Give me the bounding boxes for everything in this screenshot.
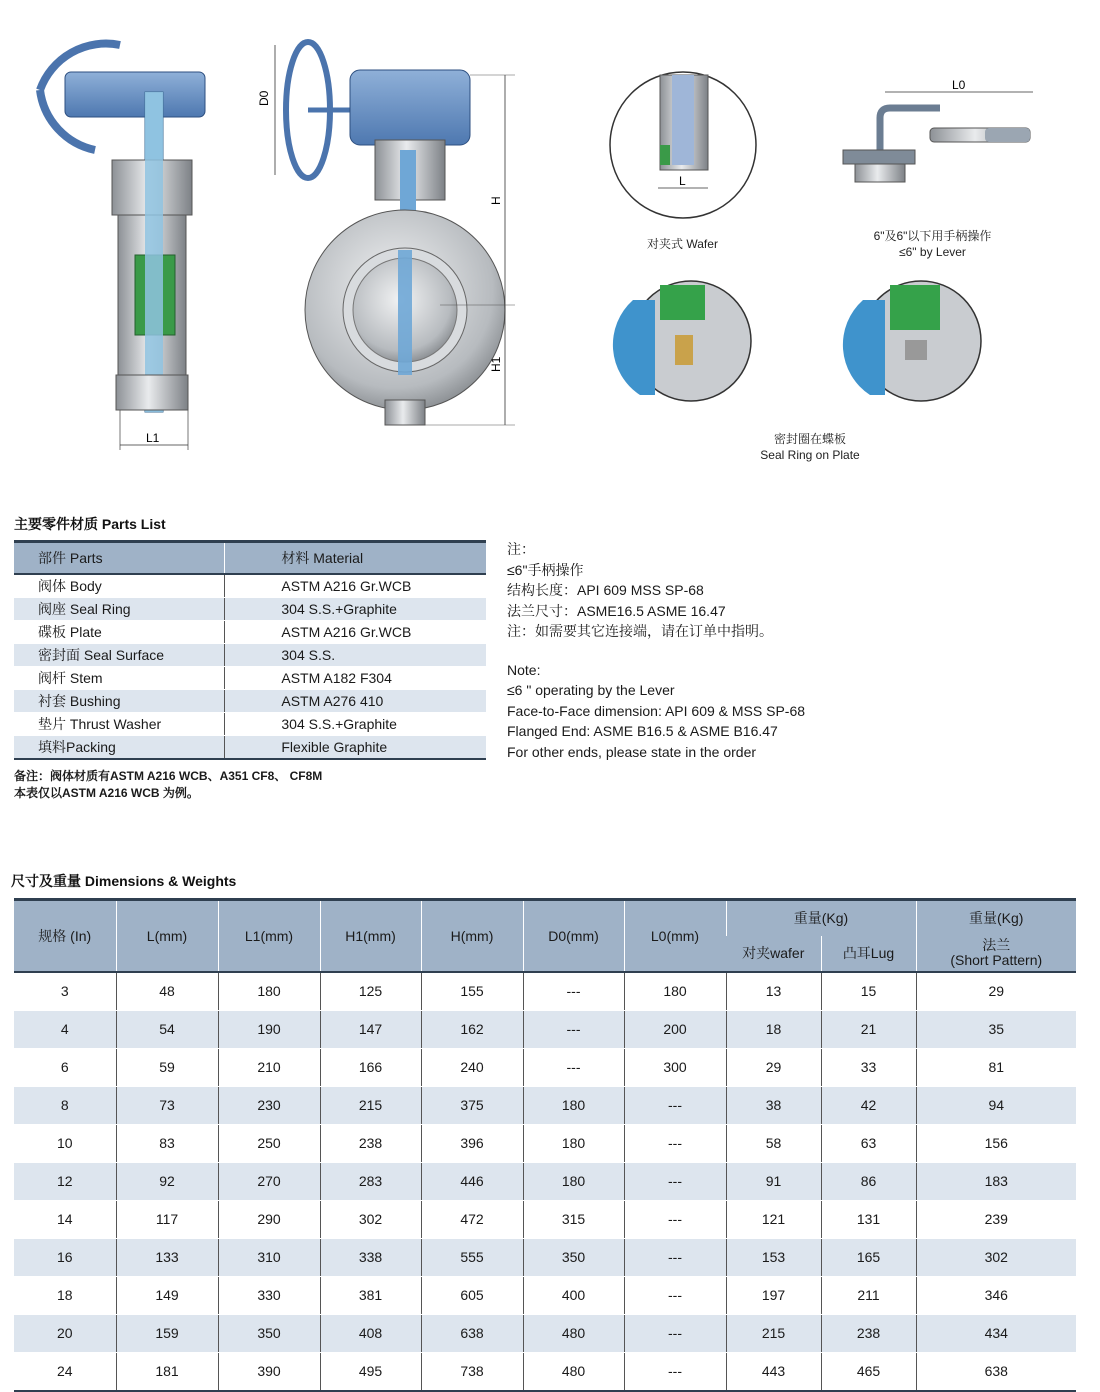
header-H1: H1(mm) — [320, 900, 421, 972]
cell-H1: 302 — [320, 1200, 421, 1238]
part-material: 304 S.S.+Graphite — [225, 598, 486, 621]
cell-L1: 180 — [218, 972, 320, 1011]
cell-L0: --- — [624, 1276, 726, 1314]
seal-detail-right-drawing — [843, 281, 981, 401]
header-H: H(mm) — [421, 900, 523, 972]
cell-H1: 125 — [320, 972, 421, 1011]
cell-size: 20 — [14, 1314, 116, 1352]
cell-D0: 480 — [523, 1314, 624, 1352]
cell-size: 4 — [14, 1010, 116, 1048]
table-row — [14, 1314, 1076, 1352]
part-name: 密封面 Seal Surface — [14, 644, 225, 667]
note-en-1: Note: — [507, 661, 541, 678]
cell-H1: 283 — [320, 1162, 421, 1200]
cell-L0: --- — [624, 1314, 726, 1352]
cell-D0: 180 — [523, 1124, 624, 1162]
parts-header-material: 材料 Material — [225, 542, 486, 575]
cell-H: 240 — [421, 1048, 523, 1086]
cell-H: 396 — [421, 1124, 523, 1162]
cell-L0: --- — [624, 1086, 726, 1124]
dim-L0-label: L0 — [952, 78, 966, 92]
header-size: 规格 (In) — [14, 900, 116, 972]
parts-remarks — [14, 768, 322, 802]
cell-L: 159 — [116, 1314, 218, 1352]
cell-size: 3 — [14, 972, 116, 1011]
header-weight: 重量(Kg) — [726, 900, 916, 936]
cell-H1: 381 — [320, 1276, 421, 1314]
cell-D0: --- — [523, 1010, 624, 1048]
part-name: 阀体 Body — [14, 574, 225, 598]
cell-flange-weight: 302 — [916, 1238, 1076, 1276]
cell-H: 555 — [421, 1238, 523, 1276]
cell-lug-weight: 238 — [821, 1314, 916, 1352]
cell-lug-weight: 86 — [821, 1162, 916, 1200]
part-name: 衬套 Bushing — [14, 690, 225, 713]
cell-H: 162 — [421, 1010, 523, 1048]
cell-L0: --- — [624, 1238, 726, 1276]
cell-size: 24 — [14, 1352, 116, 1391]
header-weight-flange: 重量(Kg) — [916, 900, 1076, 936]
cell-lug-weight: 465 — [821, 1352, 916, 1391]
cell-L: 92 — [116, 1162, 218, 1200]
table-row — [14, 1238, 1076, 1276]
cell-flange-weight: 156 — [916, 1124, 1076, 1162]
cell-L1: 230 — [218, 1086, 320, 1124]
cell-wafer-weight: 91 — [726, 1162, 821, 1200]
dim-L1-label: L1 — [146, 431, 160, 445]
lever-detail-drawing — [843, 92, 1033, 182]
cell-H1: 495 — [320, 1352, 421, 1391]
table-row — [14, 736, 486, 760]
cell-lug-weight: 42 — [821, 1086, 916, 1124]
part-material: Flexible Graphite — [225, 736, 486, 760]
part-name: 垫片 Thrust Washer — [14, 713, 225, 736]
header-L: L(mm) — [116, 900, 218, 972]
cell-flange-weight: 81 — [916, 1048, 1076, 1086]
table-row — [14, 713, 486, 736]
cell-lug-weight: 131 — [821, 1200, 916, 1238]
seal-caption-en: Seal Ring on Plate — [760, 448, 860, 462]
cell-wafer-weight: 13 — [726, 972, 821, 1011]
cell-L: 117 — [116, 1200, 218, 1238]
cell-H: 155 — [421, 972, 523, 1011]
cell-L0: --- — [624, 1200, 726, 1238]
part-material: ASTM A216 Gr.WCB — [225, 621, 486, 644]
part-name: 碟板 Plate — [14, 621, 225, 644]
cell-L0: 180 — [624, 972, 726, 1011]
cell-wafer-weight: 197 — [726, 1276, 821, 1314]
cell-lug-weight: 15 — [821, 972, 916, 1011]
cell-H1: 238 — [320, 1124, 421, 1162]
cell-H1: 166 — [320, 1048, 421, 1086]
cell-D0: 180 — [523, 1162, 624, 1200]
cell-H1: 408 — [320, 1314, 421, 1352]
part-name: 阀座 Seal Ring — [14, 598, 225, 621]
table-row — [14, 667, 486, 690]
lever-caption-cn: 6"及6"以下用手柄操作 — [873, 229, 992, 243]
parts-list-title: 主要零件材质 Parts List — [14, 516, 166, 532]
cell-wafer-weight: 121 — [726, 1200, 821, 1238]
seal-caption-cn: 密封圈在蝶板 — [773, 432, 846, 446]
note-en-3: Face-to-Face dimension: API 609 & MSS SP-68 — [507, 702, 806, 719]
note-en-4: Flanged End: ASME B16.5 & ASME B16.47 — [507, 723, 778, 739]
cell-D0: 315 — [523, 1200, 624, 1238]
cell-lug-weight: 21 — [821, 1010, 916, 1048]
wafer-detail-drawing — [610, 72, 756, 218]
cell-L0: 200 — [624, 1010, 726, 1048]
part-material: ASTM A276 410 — [225, 690, 486, 713]
header-flange-en: (Short Pattern) — [950, 952, 1043, 968]
side-view-drawing — [40, 44, 205, 450]
table-row — [14, 1352, 1076, 1391]
cell-flange-weight: 29 — [916, 972, 1076, 1011]
dim-H1-label: H1 — [489, 356, 503, 372]
cell-L1: 310 — [218, 1238, 320, 1276]
cell-L: 54 — [116, 1010, 218, 1048]
cell-L0: --- — [624, 1124, 726, 1162]
cell-L1: 270 — [218, 1162, 320, 1200]
cell-flange-weight: 183 — [916, 1162, 1076, 1200]
table-row — [14, 1010, 1076, 1048]
cell-L0: 300 — [624, 1048, 726, 1086]
cell-L0: --- — [624, 1162, 726, 1200]
table-row — [14, 574, 486, 598]
cell-wafer-weight: 18 — [726, 1010, 821, 1048]
notes-block — [507, 539, 805, 762]
cell-size: 16 — [14, 1238, 116, 1276]
cell-size: 8 — [14, 1086, 116, 1124]
table-row — [14, 621, 486, 644]
header-flange — [916, 936, 1076, 972]
cell-H: 738 — [421, 1352, 523, 1391]
cell-L1: 250 — [218, 1124, 320, 1162]
table-row — [14, 644, 486, 667]
cell-wafer-weight: 153 — [726, 1238, 821, 1276]
cell-D0: --- — [523, 1048, 624, 1086]
cell-H1: 147 — [320, 1010, 421, 1048]
header-L1: L1(mm) — [218, 900, 320, 972]
seal-detail-left-drawing — [613, 281, 751, 401]
remark-line-1: 备注：阀体材质有ASTM A216 WCB、A351 CF8、 CF8M — [14, 769, 323, 783]
note-cn-1: 注： — [507, 541, 535, 557]
note-cn-3: 结构长度：API 609 MSS SP-68 — [507, 582, 704, 598]
cell-L: 181 — [116, 1352, 218, 1391]
cell-H: 605 — [421, 1276, 523, 1314]
cell-H: 375 — [421, 1086, 523, 1124]
cell-L: 73 — [116, 1086, 218, 1124]
cell-L1: 390 — [218, 1352, 320, 1391]
table-row — [14, 1200, 1076, 1238]
header-D0: D0(mm) — [523, 900, 624, 972]
table-row — [14, 1162, 1076, 1200]
cell-wafer-weight: 38 — [726, 1086, 821, 1124]
parts-table — [14, 540, 486, 760]
cell-L0: --- — [624, 1352, 726, 1391]
note-cn-4: 法兰尺寸：ASME16.5 ASME 16.47 — [507, 602, 726, 619]
cell-size: 10 — [14, 1124, 116, 1162]
note-en-5: For other ends, please state in the order — [507, 743, 757, 760]
note-cn-2: ≤6"手柄操作 — [507, 561, 584, 578]
header-lug: 凸耳Lug — [821, 936, 916, 972]
table-row — [14, 1086, 1076, 1124]
cell-size: 14 — [14, 1200, 116, 1238]
cell-size: 6 — [14, 1048, 116, 1086]
table-row — [14, 1048, 1076, 1086]
note-cn-5: 注：如需要其它连接端，请在订单中指明。 — [507, 623, 773, 639]
cell-lug-weight: 211 — [821, 1276, 916, 1314]
part-material: 304 S.S.+Graphite — [225, 713, 486, 736]
dimensions-title: 尺寸及重量 Dimensions & Weights — [11, 873, 237, 889]
cell-L1: 350 — [218, 1314, 320, 1352]
cell-flange-weight: 35 — [916, 1010, 1076, 1048]
cell-lug-weight: 63 — [821, 1124, 916, 1162]
cell-D0: --- — [523, 972, 624, 1011]
wafer-caption: 对夹式 Wafer — [647, 237, 718, 251]
dimensions-table — [14, 898, 1076, 1392]
cell-H1: 338 — [320, 1238, 421, 1276]
cell-L: 149 — [116, 1276, 218, 1314]
cell-wafer-weight: 443 — [726, 1352, 821, 1391]
cell-D0: 400 — [523, 1276, 624, 1314]
dim-D0-label: D0 — [257, 90, 271, 106]
cell-flange-weight: 94 — [916, 1086, 1076, 1124]
cell-L1: 330 — [218, 1276, 320, 1314]
cell-wafer-weight: 29 — [726, 1048, 821, 1086]
header-wafer: 对夹wafer — [726, 936, 821, 972]
front-view-drawing — [275, 42, 515, 425]
header-L0: L0(mm) — [624, 900, 726, 972]
table-row — [14, 972, 1076, 1011]
cell-L: 59 — [116, 1048, 218, 1086]
cell-flange-weight: 239 — [916, 1200, 1076, 1238]
cell-flange-weight: 346 — [916, 1276, 1076, 1314]
cell-size: 12 — [14, 1162, 116, 1200]
part-material: ASTM A182 F304 — [225, 667, 486, 690]
cell-L: 83 — [116, 1124, 218, 1162]
cell-D0: 480 — [523, 1352, 624, 1391]
header-flange-cn: 法兰 — [982, 937, 1011, 953]
lever-caption-en: ≤6" by Lever — [899, 245, 966, 259]
cell-H: 472 — [421, 1200, 523, 1238]
cell-L1: 210 — [218, 1048, 320, 1086]
table-row — [14, 690, 486, 713]
remark-line-2: 本表仅以ASTM A216 WCB 为例。 — [14, 786, 199, 800]
cell-L1: 190 — [218, 1010, 320, 1048]
table-row — [14, 598, 486, 621]
cell-flange-weight: 638 — [916, 1352, 1076, 1391]
cell-D0: 180 — [523, 1086, 624, 1124]
parts-header-parts: 部件 Parts — [14, 542, 225, 575]
cell-flange-weight: 434 — [916, 1314, 1076, 1352]
cell-wafer-weight: 58 — [726, 1124, 821, 1162]
cell-H1: 215 — [320, 1086, 421, 1124]
cell-H: 638 — [421, 1314, 523, 1352]
cell-wafer-weight: 215 — [726, 1314, 821, 1352]
part-material: 304 S.S. — [225, 644, 486, 667]
cell-L: 48 — [116, 972, 218, 1011]
cell-D0: 350 — [523, 1238, 624, 1276]
part-material: ASTM A216 Gr.WCB — [225, 574, 486, 598]
part-name: 填料Packing — [14, 736, 225, 760]
table-row — [14, 1124, 1076, 1162]
cell-L1: 290 — [218, 1200, 320, 1238]
cell-size: 18 — [14, 1276, 116, 1314]
dim-L-label: L — [679, 174, 686, 188]
cell-lug-weight: 33 — [821, 1048, 916, 1086]
dim-H-label: H — [489, 196, 503, 205]
cell-H: 446 — [421, 1162, 523, 1200]
cell-lug-weight: 165 — [821, 1238, 916, 1276]
note-en-2: ≤6 " operating by the Lever — [507, 682, 675, 698]
table-row — [14, 1276, 1076, 1314]
part-name: 阀杆 Stem — [14, 667, 225, 690]
cell-L: 133 — [116, 1238, 218, 1276]
